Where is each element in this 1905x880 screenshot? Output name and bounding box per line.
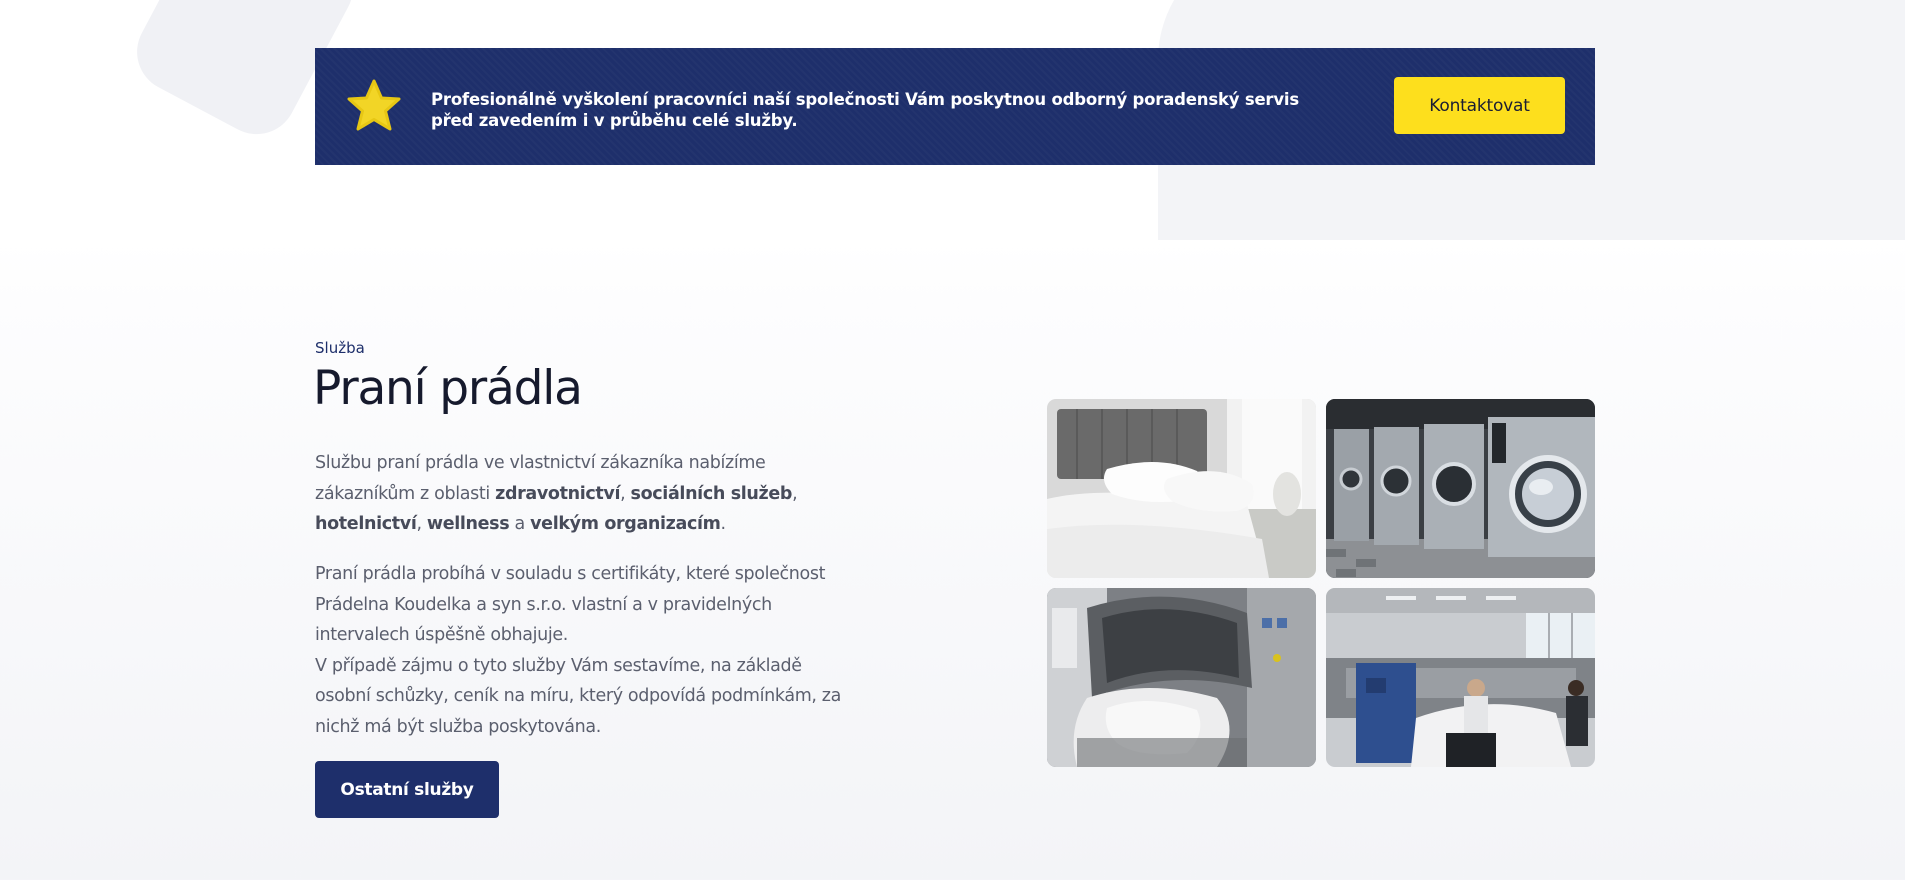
sector-healthcare: zdravotnictví [495, 483, 621, 504]
other-services-button[interactable]: Ostatní služby [315, 761, 499, 818]
contact-button[interactable]: Kontaktovat [1394, 77, 1565, 134]
description-text: Službu praní prádla ve vlastnictví zákazníka nabízíme zákazníkům z oblasti [315, 453, 766, 504]
separator: , [416, 514, 427, 534]
sector-large-organizations: velkým organizacím [530, 514, 721, 534]
contact-banner [315, 48, 1595, 165]
banner-message: Profesionálně vyškolení pracovníci naší společnosti Vám poskytnou odborný poradenský servis před zavedením i v průběhu celé služby. [431, 90, 1299, 130]
photo-washer-loading-laundry [1047, 588, 1316, 767]
separator: , [620, 483, 631, 504]
separator: , [792, 483, 798, 504]
photo-industrial-washing-machines [1326, 399, 1595, 578]
photo-ironing-line-workers [1326, 588, 1595, 767]
page-title: Praní prádla [313, 361, 582, 416]
certificates-text: Praní prádla probíhá v souladu s certifikáty, které společnost Prádelna Koudelka a syn s.r.o. vlastní a v pravidelných intervalech úspěšně obhajuje. [315, 564, 826, 645]
sector-hospitality: hotelnictví [315, 514, 417, 534]
section-eyebrow: Služba [315, 339, 365, 357]
pricing-text: V případě zájmu o tyto služby Vám sestavíme, na základě osobní schůzky, ceník na míru, který odpovídá podmínkám, za nichž má být služba poskytována. [315, 655, 842, 737]
conjunction: a [509, 514, 531, 534]
star-icon [345, 78, 403, 134]
period: . [720, 514, 726, 534]
service-details [315, 559, 860, 742]
sector-social-services: sociálních služeb [630, 483, 793, 504]
photo-bed-linen [1047, 399, 1316, 578]
sector-wellness: wellness [426, 514, 510, 534]
service-description [315, 448, 860, 540]
